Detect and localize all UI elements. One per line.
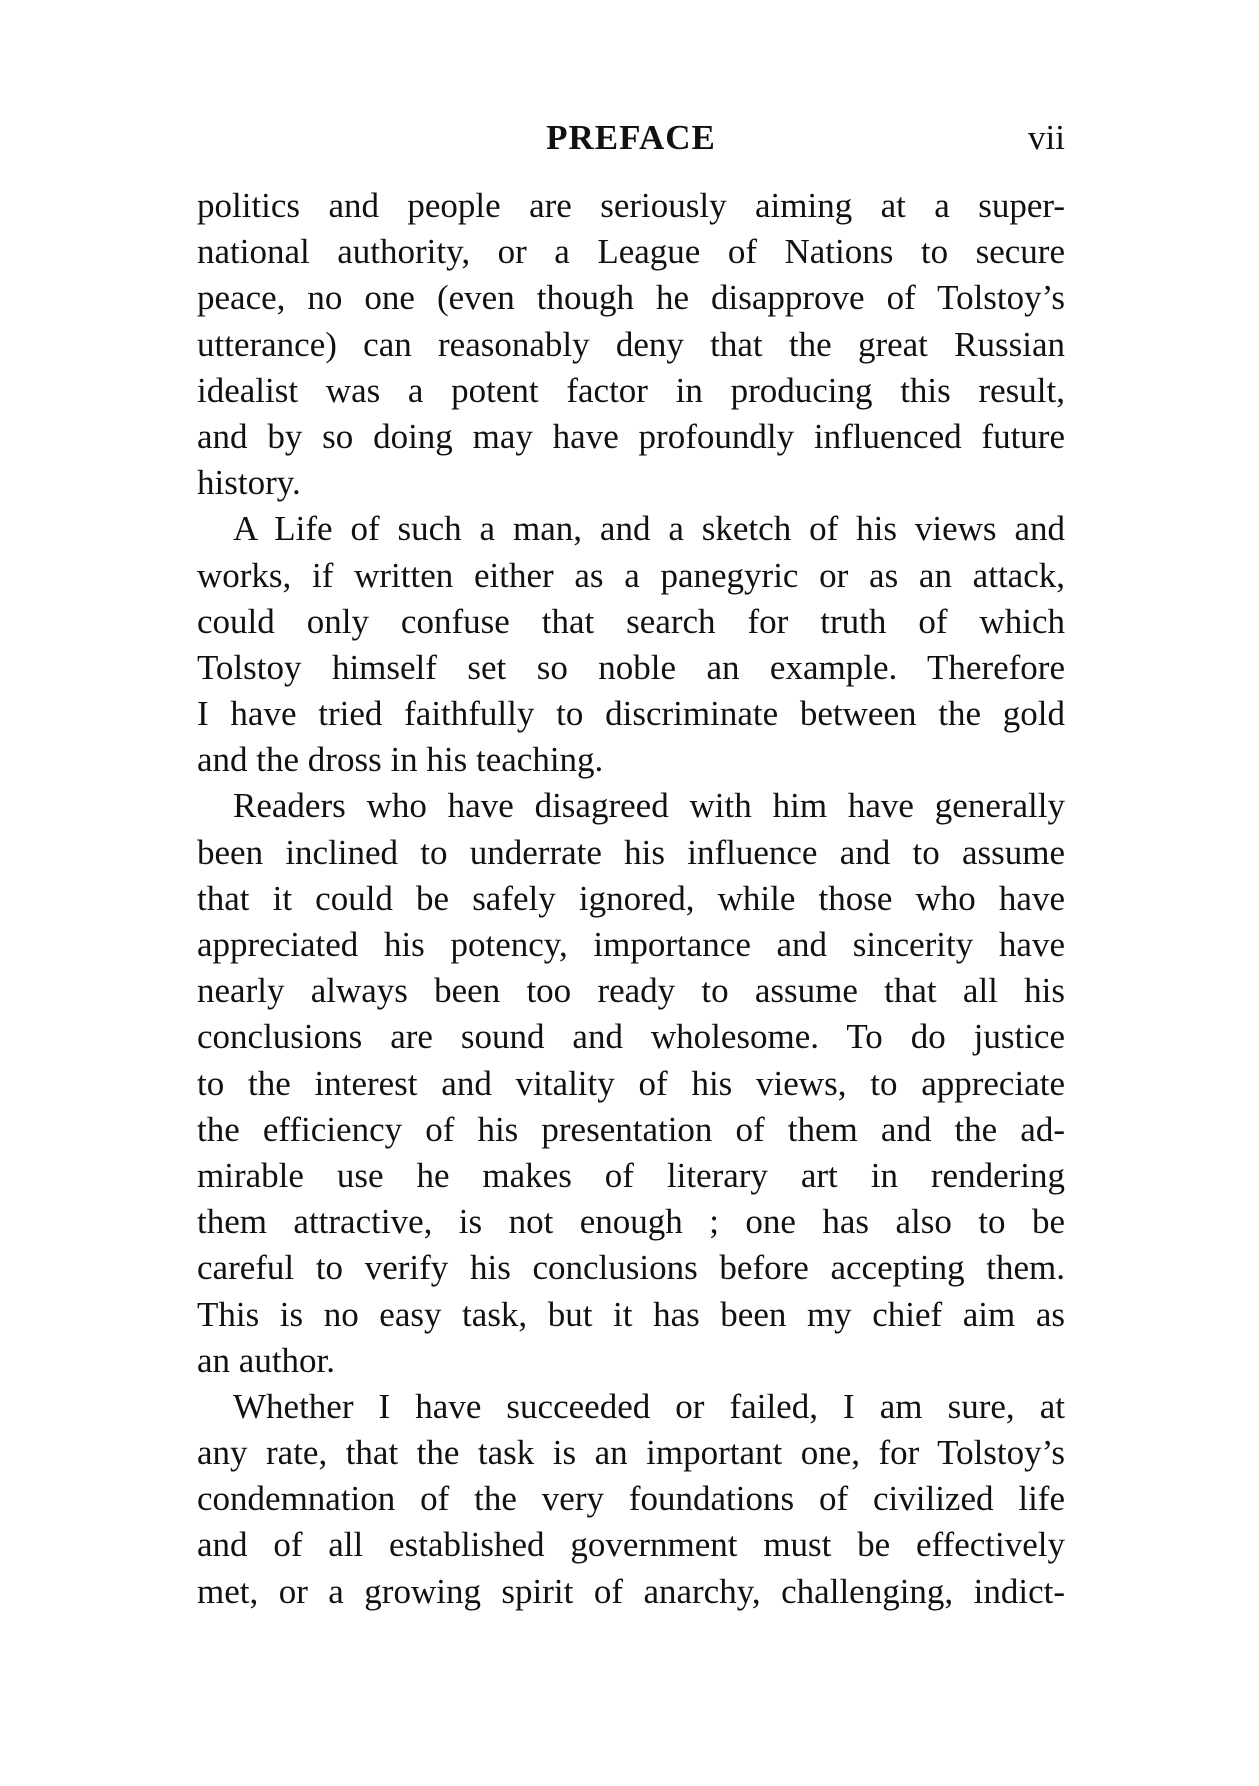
text-line: Readers who have disagreed with him have generally: [233, 786, 1065, 826]
text-line: history.: [197, 463, 301, 503]
text-line: A Life of such a man, and a sketch of his views and: [233, 509, 1065, 549]
text-line: idealist was a potent factor in producing this result,: [197, 370, 1065, 410]
paragraph-4: [197, 1384, 1065, 1615]
text-line: any rate, that the task is an important one, for Tolstoy’s: [197, 1433, 1065, 1473]
text-line: politics and people are seriously aiming at a super-: [197, 186, 1065, 225]
text-line: careful to verify his conclusions before accepting them.: [197, 1248, 1065, 1288]
text-line: utterance) can reasonably deny that the great Russian: [197, 324, 1065, 364]
paragraph-1: [197, 183, 1065, 506]
text-line: could only confuse that search for truth of which: [197, 601, 1065, 641]
text-line: works, if written either as a panegyric or as an attack,: [197, 555, 1065, 595]
text-line: that it could be safely ignored, while those who have: [197, 878, 1065, 918]
running-title: PREFACE: [546, 118, 716, 157]
text-line: This is no easy task, but it has been my chief aim as: [197, 1294, 1065, 1334]
text-line: peace, no one (even though he disapprove of Tolstoy’s: [197, 278, 1065, 318]
text-line: national authority, or a League of Nations to secure: [197, 232, 1065, 272]
page-header: [197, 118, 1065, 168]
text-line: been inclined to underrate his influence and to assume: [197, 832, 1065, 872]
text-line: them attractive, is not enough ; one has also to be: [197, 1202, 1065, 1242]
text-line: the efficiency of his presentation of them and the ad-: [197, 1109, 1065, 1149]
text-line: I have tried faithfully to discriminate between the gold: [197, 694, 1065, 734]
text-line: to the interest and vitality of his views, to appreciate: [197, 1063, 1065, 1103]
text-line: Whether I have succeeded or failed, I am sure, at: [233, 1386, 1065, 1426]
text-line: condemnation of the very foundations of civilized life: [197, 1479, 1065, 1519]
text-line: conclusions are sound and wholesome. To do justice: [197, 1017, 1065, 1057]
text-line: mirable use he makes of literary art in rendering: [197, 1155, 1065, 1195]
text-line: nearly always been too ready to assume that all his: [197, 971, 1065, 1011]
paragraph-2: [197, 506, 1065, 783]
text-line: Tolstoy himself set so noble an example. Therefore: [197, 647, 1065, 687]
text-line: appreciated his potency, importance and sincerity have: [197, 925, 1065, 964]
text-line: an author.: [197, 1340, 336, 1380]
text-line: and by so doing may have profoundly influenced future: [197, 416, 1065, 456]
body-text: [197, 183, 1065, 1615]
text-line: and of all established government must be effectively: [197, 1525, 1065, 1565]
paragraph-3: [197, 783, 1065, 1383]
page-number: vii: [1028, 118, 1065, 157]
text-line: and the dross in his teaching.: [197, 740, 604, 780]
text-line: met, or a growing spirit of anarchy, challenging, indict-: [197, 1571, 1065, 1611]
